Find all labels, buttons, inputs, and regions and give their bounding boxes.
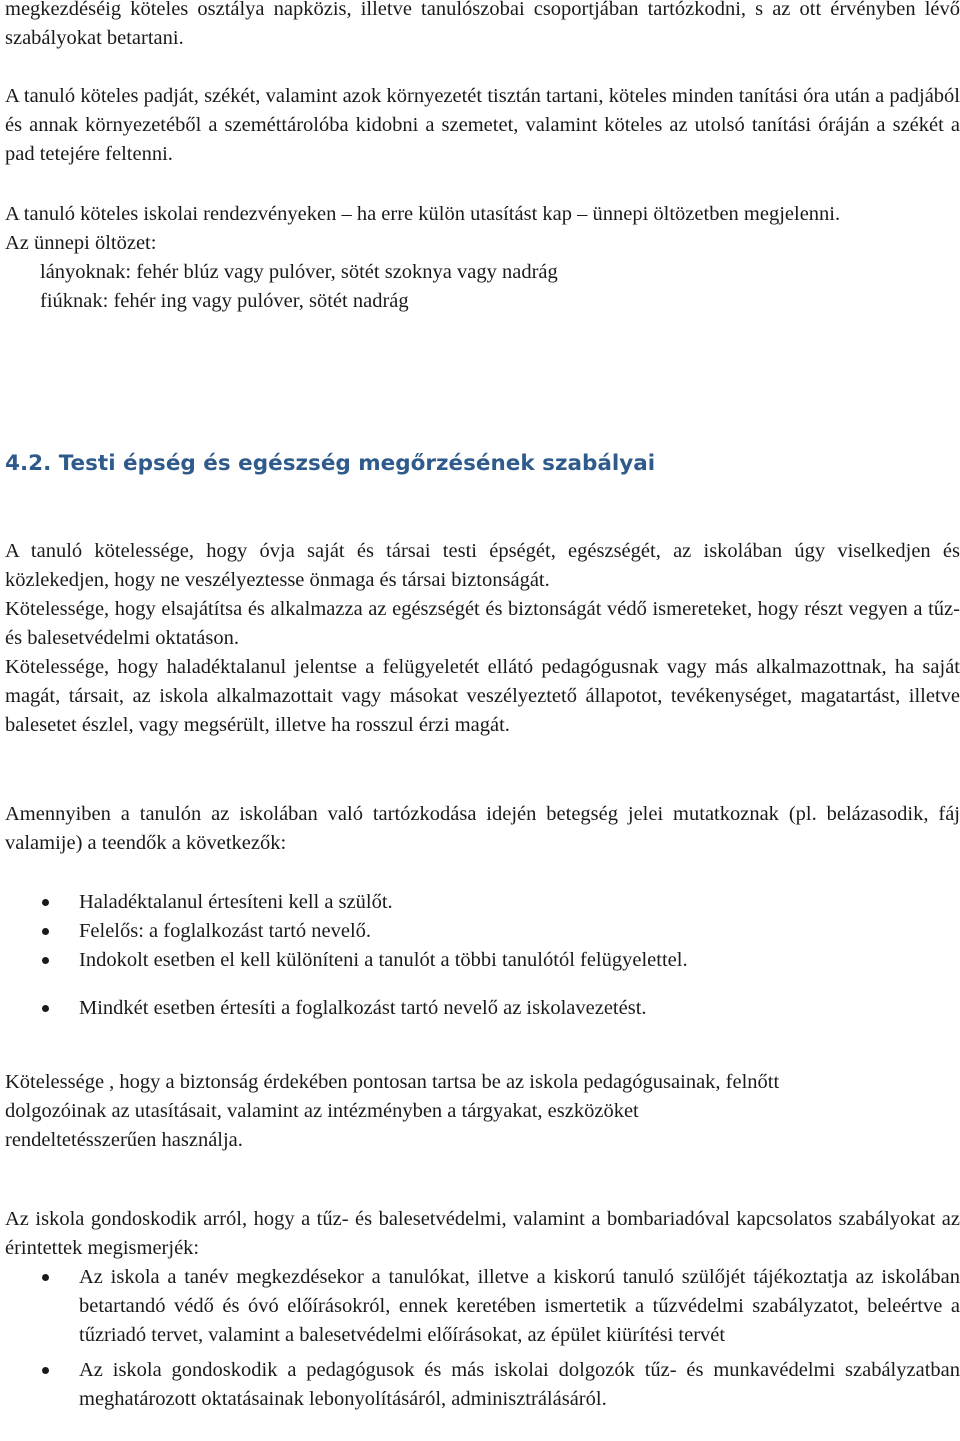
illness-steps-list (5, 888, 960, 1023)
dress-code-block (5, 200, 960, 316)
list-item: Mindkét esetben értesíti a foglalkozást tartó nevelő az iskolavezetést. (5, 994, 960, 1023)
fire-safety-list (5, 1263, 960, 1414)
list-item: Indokolt esetben el kell különíteni a tanulót a többi tanulótól felügyelettel. (5, 946, 960, 975)
paragraph-cleanliness: A tanuló köteles padját, székét, valamint azok környezetét tisztán tartani, köteles minden tanítási óra után a padjából és annak környezetéből a szeméttárolóba kidobni a szemetet, valamint köteles az utolsó tanítási óráján a székét a pad tetejére feltenni. (5, 85, 960, 165)
paragraph-obey-line1: Kötelessége , hogy a biztonság érdekében pontosan tartsa be az iskola pedagógusainak, felnőtt (5, 1071, 780, 1093)
fire-safety-block (5, 1205, 960, 1414)
paragraph-napkozi: megkezdéséig köteles osztálya napközis, illetve tanulószobai csoportjában tartózkodni, s az ott érvényben lévő szabályokat betartani. (5, 0, 960, 49)
list-item: Az iskola gondoskodik a pedagógusok és más iskolai dolgozók tűz- és munkavédelmi szabályzatban meghatározott oktatásainak lebonyolításáról, adminisztrálásáról. (5, 1356, 960, 1414)
paragraph-illness: Amennyiben a tanulón az iskolában való tartózkodása idején betegség jelei mutatkoznak (pl. belázasodik, fáj valamije) a teendők a következők: (5, 803, 960, 854)
bullet-icon (42, 1274, 49, 1281)
paragraph-obey-line3: rendeltetésszerűen használja. (5, 1129, 243, 1151)
list-item: Az iskola a tanév megkezdésekor a tanulókat, illetve a kiskorú tanuló szülőjét tájékoztatja az iskolában betartandó védő és óvó előírásokról, ennek keretében ismertetik a tűzvédelmi szabályzatot, beleértve a tűzriadó tervet, valamint a balesetvédelmi előírásokat, az épület kiürítési tervét (5, 1263, 960, 1350)
intro-continuation (5, 0, 960, 53)
dress-title: Az ünnepi öltözet: (5, 232, 157, 254)
safety-rules-block (5, 537, 960, 740)
bullet-icon (42, 1367, 49, 1374)
list-item: Haladéktalanul értesíteni kell a szülőt. (5, 888, 960, 917)
section-heading: 4.2. Testi épség és egészség megőrzésének szabályai (5, 451, 656, 476)
dress-girls: lányoknak: fehér blúz vagy pulóver, sötét szoknya vagy nadrág (40, 261, 558, 283)
dress-boys: fiúknak: fehér ing vagy pulóver, sötét nadrág (40, 290, 409, 312)
list-item: Felelős: a foglalkozást tartó nevelő. (5, 917, 960, 946)
paragraph-ceremony: A tanuló köteles iskolai rendezvényeken – ha erre külön utasítást kap – ünnepi öltözetben megjelenni. (5, 203, 841, 225)
illness-block (5, 800, 960, 858)
paragraph-duty-report: Kötelessége, hogy haladéktalanul jelentse a felügyeletét ellátó pedagógusnak vagy más alkalmazottnak, ha saját magát, társait, az iskola alkalmazottait vagy másokat veszélyeztető állapotot, tevékenységet, magatartást, illetve balesetet észlel, vagy megsérült, illetve ha rosszul érzi magát. (5, 656, 960, 736)
paragraph-obey-line2: dolgozóinak az utasításait, valamint az intézményben a tárgyakat, eszközöket (5, 1100, 639, 1122)
paragraph-duty-learn: Kötelessége, hogy elsajátítsa és alkalmazza az egészségét és biztonságát védő ismereteket, hogy részt vegyen a tűz- és balesetvédelmi oktatáson. (5, 598, 960, 649)
paragraph-duty-protect: A tanuló kötelessége, hogy óvja saját és társai testi épségét, egészségét, az iskolában úgy viselkedjen és közlekedjen, hogy ne veszélyeztesse önmaga és társai biztonságát. (5, 540, 960, 591)
bullet-icon (42, 928, 49, 935)
bullet-icon (42, 957, 49, 964)
cleanliness-block (5, 82, 960, 169)
obey-block (5, 1068, 960, 1155)
paragraph-fire-safety: Az iskola gondoskodik arról, hogy a tűz- és balesetvédelmi, valamint a bombariadóval kapcsolatos szabályokat az érintettek megismerjék: (5, 1208, 960, 1259)
section-heading-block (5, 449, 960, 478)
illness-list-block (5, 888, 960, 1023)
bullet-icon (42, 899, 49, 906)
bullet-icon (42, 1005, 49, 1012)
